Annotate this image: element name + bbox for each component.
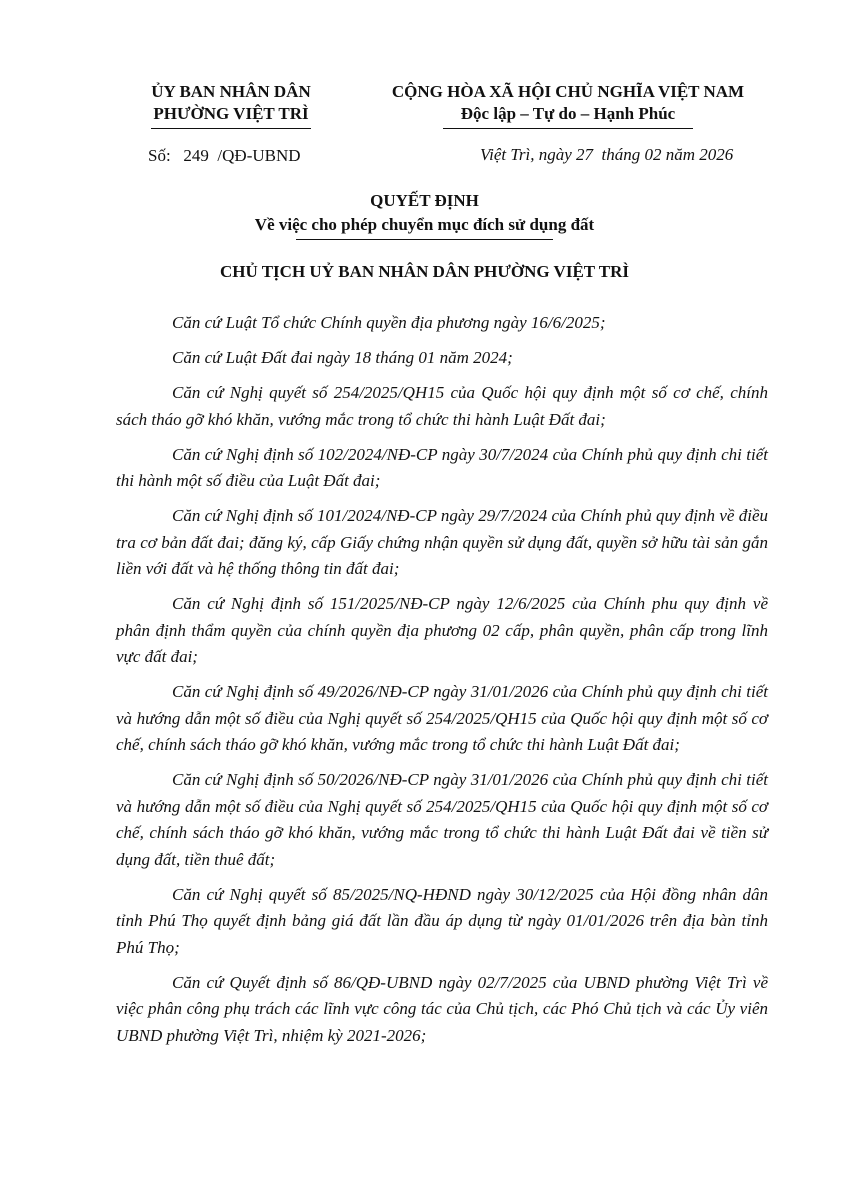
legal-basis-paragraph: Căn cứ Nghị định số 101/2024/NĐ-CP ngày 29/7/2024 của Chính phủ quy định về điều tra cơ bản đất đai; đăng ký, cấp Giấy chứng nhận quyền sử dụng đất, quyền sở hữu tài sản gắn liền với đất và hệ thống thông tin đất đai; [116, 506, 768, 578]
agency-name-line1: ỦY BAN NHÂN DÂN [151, 82, 311, 101]
national-motto-block [358, 81, 778, 129]
agency-name-line2: PHƯỜNG VIỆT TRÌ [153, 104, 309, 123]
legal-basis-paragraph: Căn cứ Nghị định số 50/2026/NĐ-CP ngày 31/01/2026 của Chính phủ quy định chi tiết và hướng dẫn một số điều của Nghị quyết số 254/2025/QH15 của Quốc hội quy định một số cơ chế, chính sách tháo gỡ khó khăn, vướng mắc trong tổ chức thi hành Luật Đất đai về tiền sử dụng đất, tiền thuê đất; [116, 770, 768, 869]
agency-underline [151, 128, 311, 129]
decision-subject: Về việc cho phép chuyển mục đích sử dụng đất [254, 215, 595, 234]
issuing-authority: CHỦ TỊCH UỶ BAN NHÂN DÂN PHƯỜNG VIỆT TRÌ [220, 262, 629, 281]
legal-basis-paragraph: Căn cứ Nghị định số 151/2025/NĐ-CP ngày 12/6/2025 của Chính phu quy định về phân định thẩm quyền của chính quyền địa phương 02 cấp, phân quyền, phân cấp trong lĩnh vực đất đai; [116, 594, 768, 666]
subject-underline [296, 239, 553, 240]
legal-basis-paragraph: Căn cứ Nghị định số 102/2024/NĐ-CP ngày 30/7/2024 của Chính phủ quy định chi tiết thi hành một số điều của Luật Đất đai; [116, 444, 768, 490]
legal-basis-paragraph: Căn cứ Nghị định số 49/2026/NĐ-CP ngày 31/01/2026 của Chính phủ quy định chi tiết và hướng dẫn một số điều của Nghị quyết số 254/2025/QH15 của Quốc hội quy định một số cơ chế, chính sách tháo gỡ khó khăn, vướng mắc trong tổ chức thi hành Luật Đất đai; [116, 682, 768, 754]
national-motto: Độc lập – Tự do – Hạnh Phúc [460, 104, 676, 123]
legal-basis-section [116, 310, 768, 1058]
document-number: Số: 249 /QĐ-UBND [148, 146, 301, 165]
document-date: Việt Trì, ngày 27 tháng 02 năm 2026 [480, 145, 734, 164]
legal-basis-paragraph: Căn cứ Luật Tổ chức Chính quyền địa phương ngày 16/6/2025; [172, 313, 606, 332]
motto-underline [443, 128, 693, 129]
decision-title-block [0, 189, 849, 240]
legal-basis-paragraph: Căn cứ Nghị quyết số 85/2025/NQ-HĐND ngày 30/12/2025 của Hội đồng nhân dân tỉnh Phú Thọ quyết định bảng giá đất lần đầu áp dụng từ ngày 01/01/2026 trên địa bàn tỉnh Phú Thọ; [116, 884, 768, 957]
legal-basis-paragraph: Căn cứ Quyết định số 86/QĐ-UBND ngày 02/7/2025 của UBND phường Việt Trì về việc phân công phụ trách các lĩnh vực công tác của Chủ tịch, các Phó Chủ tịch và các Ủy viên UBND phường Việt Trì, nhiệm kỳ 2021-2026; [116, 972, 768, 1045]
legal-basis-paragraph: Căn cứ Luật Đất đai ngày 18 tháng 01 năm 2024; [172, 348, 513, 367]
legal-basis-paragraph: Căn cứ Nghị quyết số 254/2025/QH15 của Quốc hội quy định một số cơ chế, chính sách tháo gỡ khó khăn, vướng mắc trong tổ chức thi hành Luật Đất đai; [116, 383, 768, 429]
decision-title: QUYẾT ĐỊNH [370, 191, 479, 210]
country-name: CỘNG HÒA XÃ HỘI CHỦ NGHĨA VIỆT NAM [391, 82, 745, 101]
issuing-agency-block [115, 81, 347, 129]
